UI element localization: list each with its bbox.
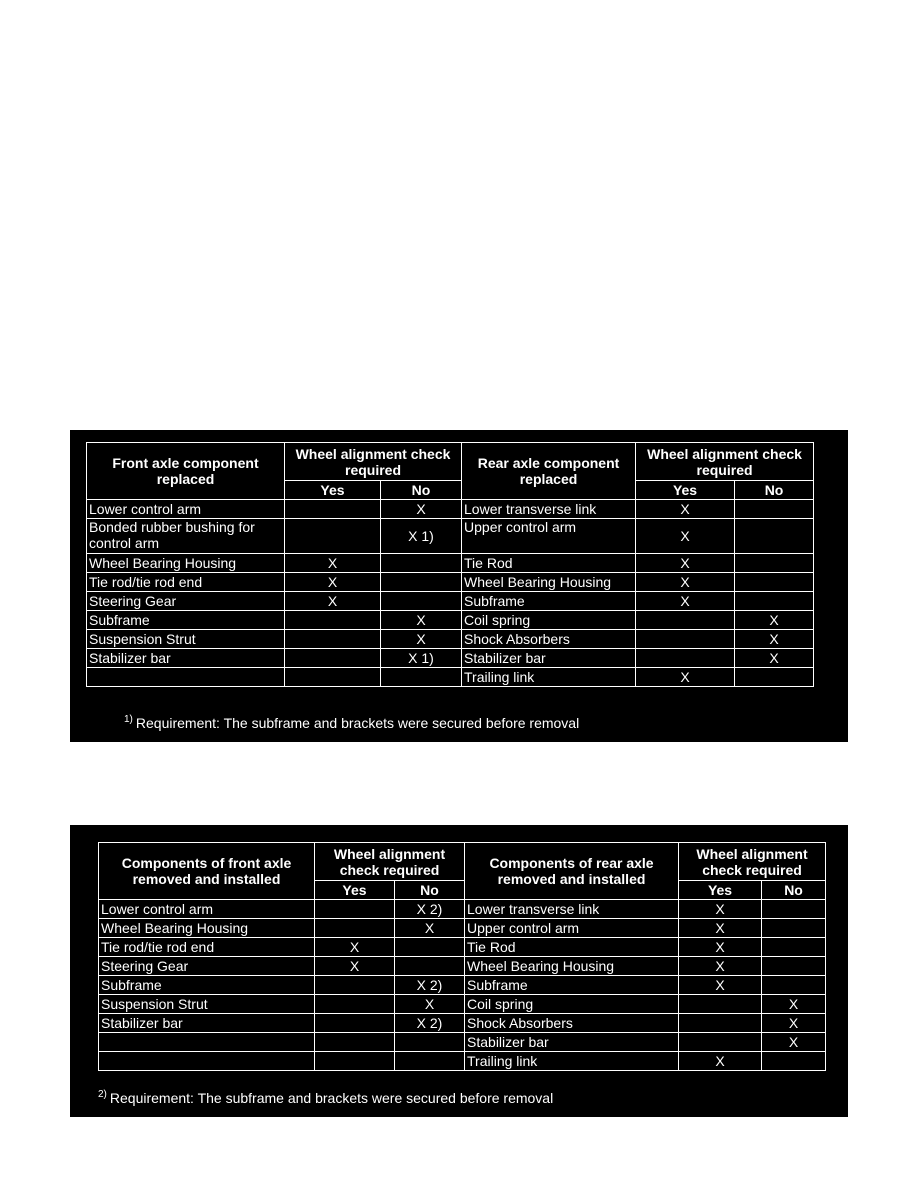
rear-component-cell: Tie Rod [462,554,636,573]
front-component-cell: Subframe [99,976,315,995]
table-row [87,649,814,668]
front-yes-cell: X [285,554,381,573]
front-component-header: Components of front axle removed and installed [99,843,315,900]
table-row [99,919,826,938]
rear-yes-cell [679,1033,762,1052]
table-row [87,630,814,649]
rear-yes-header: Yes [679,881,762,900]
rear-yes-cell: X [636,592,735,611]
rear-component-cell: Lower transverse link [465,900,679,919]
footnote-text: Requirement: The subframe and brackets were secured before removal [109,1090,554,1106]
front-component-cell [87,668,285,687]
front-yes-cell: X [285,573,381,592]
front-no-cell: X 1) [381,649,462,668]
rear-component-cell: Upper control arm [462,519,636,554]
rear-component-cell: Subframe [462,592,636,611]
front-yes-cell [315,900,395,919]
rear-yes-cell: X [679,957,762,976]
rear-component-cell: Subframe [465,976,679,995]
front-no-cell [395,1052,465,1071]
table-header-row [87,443,814,481]
front-no-cell [381,554,462,573]
front-yes-cell [285,649,381,668]
table-row [87,611,814,630]
rear-component-header: Components of rear axle removed and installed [465,843,679,900]
front-component-cell: Stabilizer bar [99,1014,315,1033]
rear-no-cell [735,668,814,687]
rear-no-cell: X [762,1014,826,1033]
front-no-cell: X [381,630,462,649]
front-component-cell: Tie rod/tie rod end [87,573,285,592]
rear-component-cell: Shock Absorbers [462,630,636,649]
rear-no-cell [735,592,814,611]
replaced-components-table [86,442,814,687]
rear-no-header: No [762,881,826,900]
table-row [99,1014,826,1033]
rear-no-cell [762,938,826,957]
front-yes-header: Yes [285,481,381,500]
front-component-cell [99,1033,315,1052]
rear-no-cell [735,573,814,592]
table-row [99,995,826,1014]
front-component-cell: Wheel Bearing Housing [99,919,315,938]
front-yes-cell: X [315,938,395,957]
rear-yes-cell [636,630,735,649]
front-yes-cell [285,500,381,519]
front-no-header: No [395,881,465,900]
table-row [99,900,826,919]
table-row [99,976,826,995]
replaced-components-panel [70,430,848,742]
front-no-cell: X [381,500,462,519]
front-component-header: Front axle component replaced [87,443,285,500]
footnote [124,714,579,731]
front-component-cell: Tie rod/tie rod end [99,938,315,957]
rear-component-cell: Coil spring [462,611,636,630]
rear-component-cell: Shock Absorbers [465,1014,679,1033]
table-row [99,1052,826,1071]
front-yes-cell [285,519,381,554]
front-no-cell: X 1) [381,519,462,554]
front-component-cell: Lower control arm [87,500,285,519]
rear-yes-cell: X [636,573,735,592]
table-row [87,554,814,573]
table-row [99,938,826,957]
rear-component-cell: Coil spring [465,995,679,1014]
footnote-mark: 1) [124,714,133,725]
footnote [98,1089,553,1106]
rear-no-cell [762,1052,826,1071]
rear-yes-cell: X [679,900,762,919]
rear-yes-cell [636,649,735,668]
table-row [87,519,814,554]
footnote-text: Requirement: The subframe and brackets were secured before removal [135,715,580,731]
rear-yes-cell: X [636,500,735,519]
rear-yes-cell [679,1014,762,1033]
front-yes-cell: X [285,592,381,611]
front-yes-header: Yes [315,881,395,900]
removed-installed-components-table [98,842,826,1071]
rear-component-header: Rear axle component replaced [462,443,636,500]
front-yes-cell [285,630,381,649]
rear-component-cell: Trailing link [462,668,636,687]
rear-yes-cell: X [636,554,735,573]
table-header-row [99,843,826,881]
table-row [87,592,814,611]
front-no-header: No [381,481,462,500]
rear-no-cell [735,500,814,519]
table-2-body [99,843,826,1071]
front-component-cell: Suspension Strut [87,630,285,649]
front-no-cell [395,1033,465,1052]
front-no-cell [381,592,462,611]
rear-yes-cell: X [679,938,762,957]
rear-yes-header: Yes [636,481,735,500]
rear-yes-cell [679,995,762,1014]
rear-component-cell: Stabilizer bar [465,1033,679,1052]
front-no-cell [381,573,462,592]
front-yes-cell [285,668,381,687]
rear-component-cell: Trailing link [465,1052,679,1071]
front-yes-cell [315,995,395,1014]
rear-yes-cell: X [679,976,762,995]
rear-no-cell: X [762,995,826,1014]
rear-no-cell: X [735,649,814,668]
front-yes-cell [315,1052,395,1071]
table-row [87,668,814,687]
rear-no-cell: X [735,611,814,630]
front-no-cell: X 2) [395,900,465,919]
rear-no-cell [762,900,826,919]
table-1-body [87,443,814,687]
front-no-cell: X [395,995,465,1014]
rear-no-cell [762,919,826,938]
rear-no-cell: X [762,1033,826,1052]
rear-no-cell [735,554,814,573]
rear-check-header: Wheel alignment check required [679,843,826,881]
front-yes-cell [315,1033,395,1052]
front-component-cell: Suspension Strut [99,995,315,1014]
rear-no-header: No [735,481,814,500]
rear-yes-cell: X [679,919,762,938]
rear-yes-cell: X [636,519,735,554]
table-row [99,957,826,976]
front-component-cell: Lower control arm [99,900,315,919]
rear-no-cell: X [735,630,814,649]
rear-component-cell: Stabilizer bar [462,649,636,668]
rear-component-cell: Tie Rod [465,938,679,957]
front-component-cell: Steering Gear [87,592,285,611]
front-component-cell: Wheel Bearing Housing [87,554,285,573]
front-yes-cell [315,976,395,995]
rear-component-cell: Lower transverse link [462,500,636,519]
rear-component-cell: Wheel Bearing Housing [462,573,636,592]
front-no-cell: X [395,919,465,938]
front-no-cell: X 2) [395,976,465,995]
front-no-cell [381,668,462,687]
rear-component-cell: Wheel Bearing Housing [465,957,679,976]
rear-yes-cell [636,611,735,630]
front-component-cell [99,1052,315,1071]
front-yes-cell: X [315,957,395,976]
front-no-cell [395,938,465,957]
table-row [87,500,814,519]
rear-no-cell [735,519,814,554]
table-row [99,1033,826,1052]
rear-no-cell [762,976,826,995]
removed-installed-components-panel [70,825,848,1117]
front-yes-cell [315,919,395,938]
rear-no-cell [762,957,826,976]
rear-component-cell: Upper control arm [465,919,679,938]
front-check-header: Wheel alignment check required [285,443,462,481]
front-yes-cell [285,611,381,630]
front-component-cell: Steering Gear [99,957,315,976]
front-component-cell: Subframe [87,611,285,630]
front-component-cell: Stabilizer bar [87,649,285,668]
table-row [87,573,814,592]
front-no-cell [395,957,465,976]
front-component-cell: Bonded rubber bushing for control arm [87,519,285,554]
rear-yes-cell: X [679,1052,762,1071]
rear-yes-cell: X [636,668,735,687]
front-yes-cell [315,1014,395,1033]
front-no-cell: X 2) [395,1014,465,1033]
front-no-cell: X [381,611,462,630]
footnote-mark: 2) [98,1089,107,1100]
front-check-header: Wheel alignment check required [315,843,465,881]
rear-check-header: Wheel alignment check required [636,443,814,481]
